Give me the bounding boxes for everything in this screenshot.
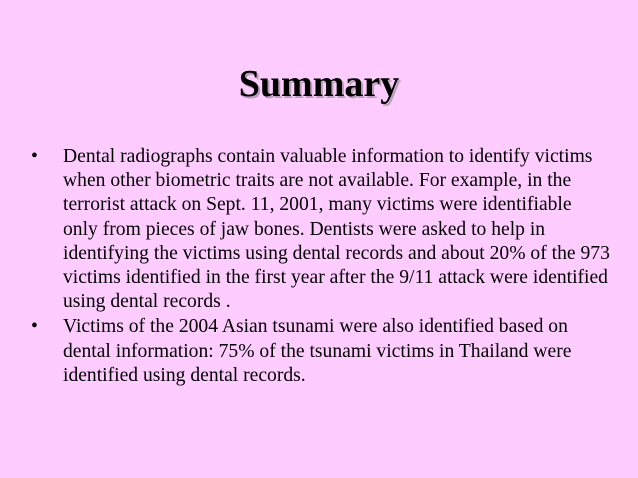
bullet-text: Dental radiographs contain valuable information to identify victims when other biometric traits are not available. For example, in the terrorist attack on Sept. 11, 2001, many victims were identifiable only from pieces of jaw bones. Dentists were asked to help in identifying the victims using dental records and about 20% of the 973 victims identified in the first year after the 9/11 attack were identified using dental records . <box>63 146 610 313</box>
bullet-list <box>31 145 611 389</box>
bullet-marker: • <box>31 146 38 167</box>
bullet-item-dental-radiographs <box>31 145 611 314</box>
bullet-marker: • <box>31 316 38 338</box>
bullet-text: Victims of the 2004 Asian tsunami were also identified based on dental information: 75% of the tsunami victims in Thailand were identified using dental records. <box>63 316 572 386</box>
bullet-item-tsunami-victims <box>31 315 611 388</box>
slide-title: Summary <box>238 63 400 105</box>
